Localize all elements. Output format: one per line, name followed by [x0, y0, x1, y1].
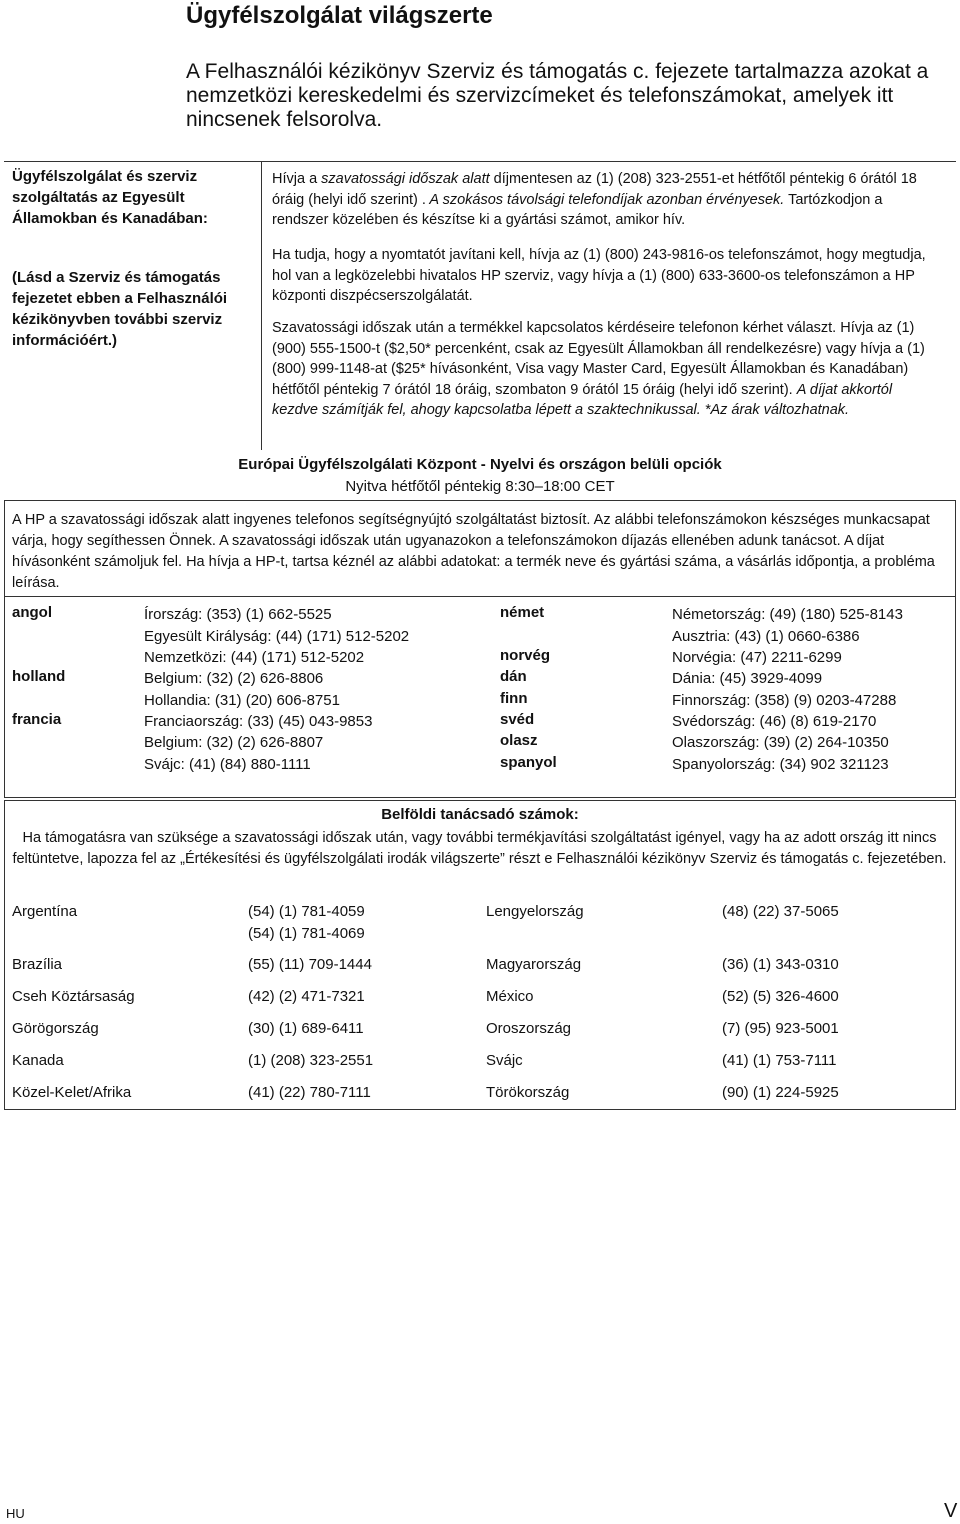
phone-number: Nemzetközi: (44) (171) 512-5202 [144, 649, 365, 666]
country-name: Oroszország [486, 1020, 572, 1037]
phone-number: (36) (1) 343-0310 [722, 956, 839, 973]
us-paragraph-3: Szavatossági időszak után a termékkel kapcsolatos kérdéseire telefonon kérhet választ. Hívja az (1) (900) 555-1500-t ($2,50* percenként, csak az Egyesült Államokban áll rendelkezésre) vagy hívja a (1) (800) 999-1148-at ($25* hívásonként, Visa vagy Master Card, Egyesült Államokban és Kanadában) hétfőtől péntekig 7 órától 18 óráig, szombaton 9 órától 15 óráig (helyi idő szerint). A díjat akkortól kezdve számítják fel, ahogy kapcsolatba lépett a szaktechnikussal. *Az árak változhatnak. [272, 320, 925, 418]
phone-number: (55) (11) 709-1444 [248, 956, 372, 973]
lang-dutch: holland [12, 668, 66, 685]
lang-german: német [500, 604, 545, 621]
europe-title: Európai Ügyfélszolgálati Központ - Nyelvi és országon belüli opciók [238, 456, 722, 473]
phone-number: (54) (1) 781-4069 [248, 925, 365, 942]
lang-finnish: finn [500, 690, 528, 707]
lang-danish: dán [500, 668, 527, 685]
europe-text: A HP a szavatossági időszak alatt ingyenes telefonos segítségnyújtó szolgáltatást biztosít. Az alábbi telefonszámokon készséges munkacsapat várja, hogy segíthessen Önnek. A szavatossági időszak után ugyanazokon a telefonszámokon díjazás ellenében adunk tanácsot. A díjat hívásonként számoljuk fel. Ha hívja a HP-t, tartsa kéznél az alábbi adatokat: a termék neve és gyártási száma, a vásárlás időpontja, a probléma leírása. [12, 512, 935, 591]
country-name: México [486, 988, 534, 1005]
us-left-column [4, 161, 262, 450]
lang-swedish: svéd [500, 711, 535, 728]
phone-number: Dánia: (45) 3929-4099 [672, 670, 823, 687]
intro-text: A Felhasználói kézikönyv Szerviz és támogatás c. fejezete tartalmazza azokat a nemzetközi kereskedelmi és szervizcímeket és telefonszámokat, amelyek itt nincsenek felsorolva. [186, 60, 929, 131]
phone-number: (48) (22) 37-5065 [722, 903, 839, 920]
phone-number: Belgium: (32) (2) 626-8807 [144, 734, 324, 751]
europe-subtitle: Nyitva hétfőtől péntekig 8:30–18:00 CET [345, 478, 615, 495]
footer-language-code: HU [6, 1506, 25, 1521]
phone-number: Belgium: (32) (2) 626-8806 [144, 670, 324, 687]
lang-spanish: spanyol [500, 754, 557, 771]
phone-number: Hollandia: (31) (20) 606-8751 [144, 692, 340, 709]
phone-number: (41) (22) 780-7111 [248, 1084, 371, 1101]
lang-english: angol [12, 604, 52, 621]
country-name: Görögország [12, 1020, 99, 1037]
phone-number: (30) (1) 689-6411 [248, 1020, 364, 1037]
phone-number: Svájc: (41) (84) 880-1111 [144, 756, 311, 773]
phone-number: (52) (5) 326-4600 [722, 988, 839, 1005]
phone-number: (54) (1) 781-4059 [248, 903, 365, 920]
domestic-text: Ha támogatásra van szüksége a szavatossági időszak után, vagy további termékjavítási szolgáltatást igényel, vagy ha az adott ország itt nincs feltüntetve, lapozza fel az „Értékesítési és ügyfélszolgálati irodák világszerte” részt e Felhasználói kézikönyv Szerviz és támogatás c. fejezetében. [12, 830, 947, 867]
us-paragraph-2: Ha tudja, hogy a nyomtatót javítani kell, hívja az (1) (800) 243-9816-os telefonszámot, hogy megtudja, hol van a legközelebbi hivatalos HP szerviz, vagy hívja a (1) (800) 633-3600-os telefonszámon a HP központi diszpécserszolgálatát. [272, 247, 926, 304]
phone-number: (1) (208) 323-2551 [248, 1052, 374, 1069]
phone-number: Ausztria: (43) (1) 0660-6386 [672, 628, 860, 645]
phone-number: (7) (95) 923-5001 [722, 1020, 839, 1037]
country-name: Magyarország [486, 956, 582, 973]
country-name: Törökország [486, 1084, 570, 1101]
us-paragraph-1: Hívja a szavatossági időszak alatt díjmentesen az (1) (208) 323-2551-et hétfőtől péntekig 6 órától 18 óráig (helyi idő szerint) . A szokásos távolsági telefondíjak azonban érvényesek. Tartózkodjon a rendszer közelében és készítse ki a gyártási számot, amikor hív. [272, 171, 917, 228]
phone-number: Spanyolország: (34) 902 321123 [672, 756, 889, 773]
phone-number: (42) (2) 471-7321 [248, 988, 365, 1005]
us-left-note: (Lásd a Szerviz és támogatás fejezetet ebben a Felhasználói kézikönyvben további szerviz információért.) [12, 269, 228, 349]
phone-number: Norvégia: (47) 2211-6299 [672, 649, 842, 666]
country-name: Svájc [486, 1052, 523, 1069]
lang-italian: olasz [500, 732, 538, 749]
domestic-title: Belföldi tanácsadó számok: [381, 806, 579, 823]
lang-norwegian: norvég [500, 647, 551, 664]
country-name: Kanada [12, 1052, 64, 1069]
page-title: Ügyfélszolgálat világszerte [186, 2, 493, 29]
lang-french: francia [12, 711, 62, 728]
phone-number: Egyesült Királyság: (44) (171) 512-5202 [144, 628, 410, 645]
phone-number: (90) (1) 224-5925 [722, 1084, 839, 1101]
phone-number: Svédország: (46) (8) 619-2170 [672, 713, 877, 730]
country-name: Cseh Köztársaság [12, 988, 135, 1005]
country-name: Argentína [12, 903, 78, 920]
us-left-heading: Ügyfélszolgálat és szerviz szolgáltatás az Egyesült Államokban és Kanadában: [12, 168, 208, 227]
country-name: Brazília [12, 956, 63, 973]
phone-number: Olaszország: (39) (2) 264-10350 [672, 734, 889, 751]
footer-page-number: V [944, 1500, 958, 1522]
phone-number: (41) (1) 753-7111 [722, 1052, 837, 1069]
country-name: Közel-Kelet/Afrika [12, 1084, 132, 1101]
country-name: Lengyelország [486, 903, 584, 920]
phone-number: Franciaország: (33) (45) 043-9853 [144, 713, 373, 730]
phone-number: Németország: (49) (180) 525-8143 [672, 606, 903, 623]
phone-number: Finnország: (358) (9) 0203-47288 [672, 692, 897, 709]
phone-number: Írország: (353) (1) 662-5525 [144, 606, 332, 623]
europe-divider [4, 596, 956, 597]
